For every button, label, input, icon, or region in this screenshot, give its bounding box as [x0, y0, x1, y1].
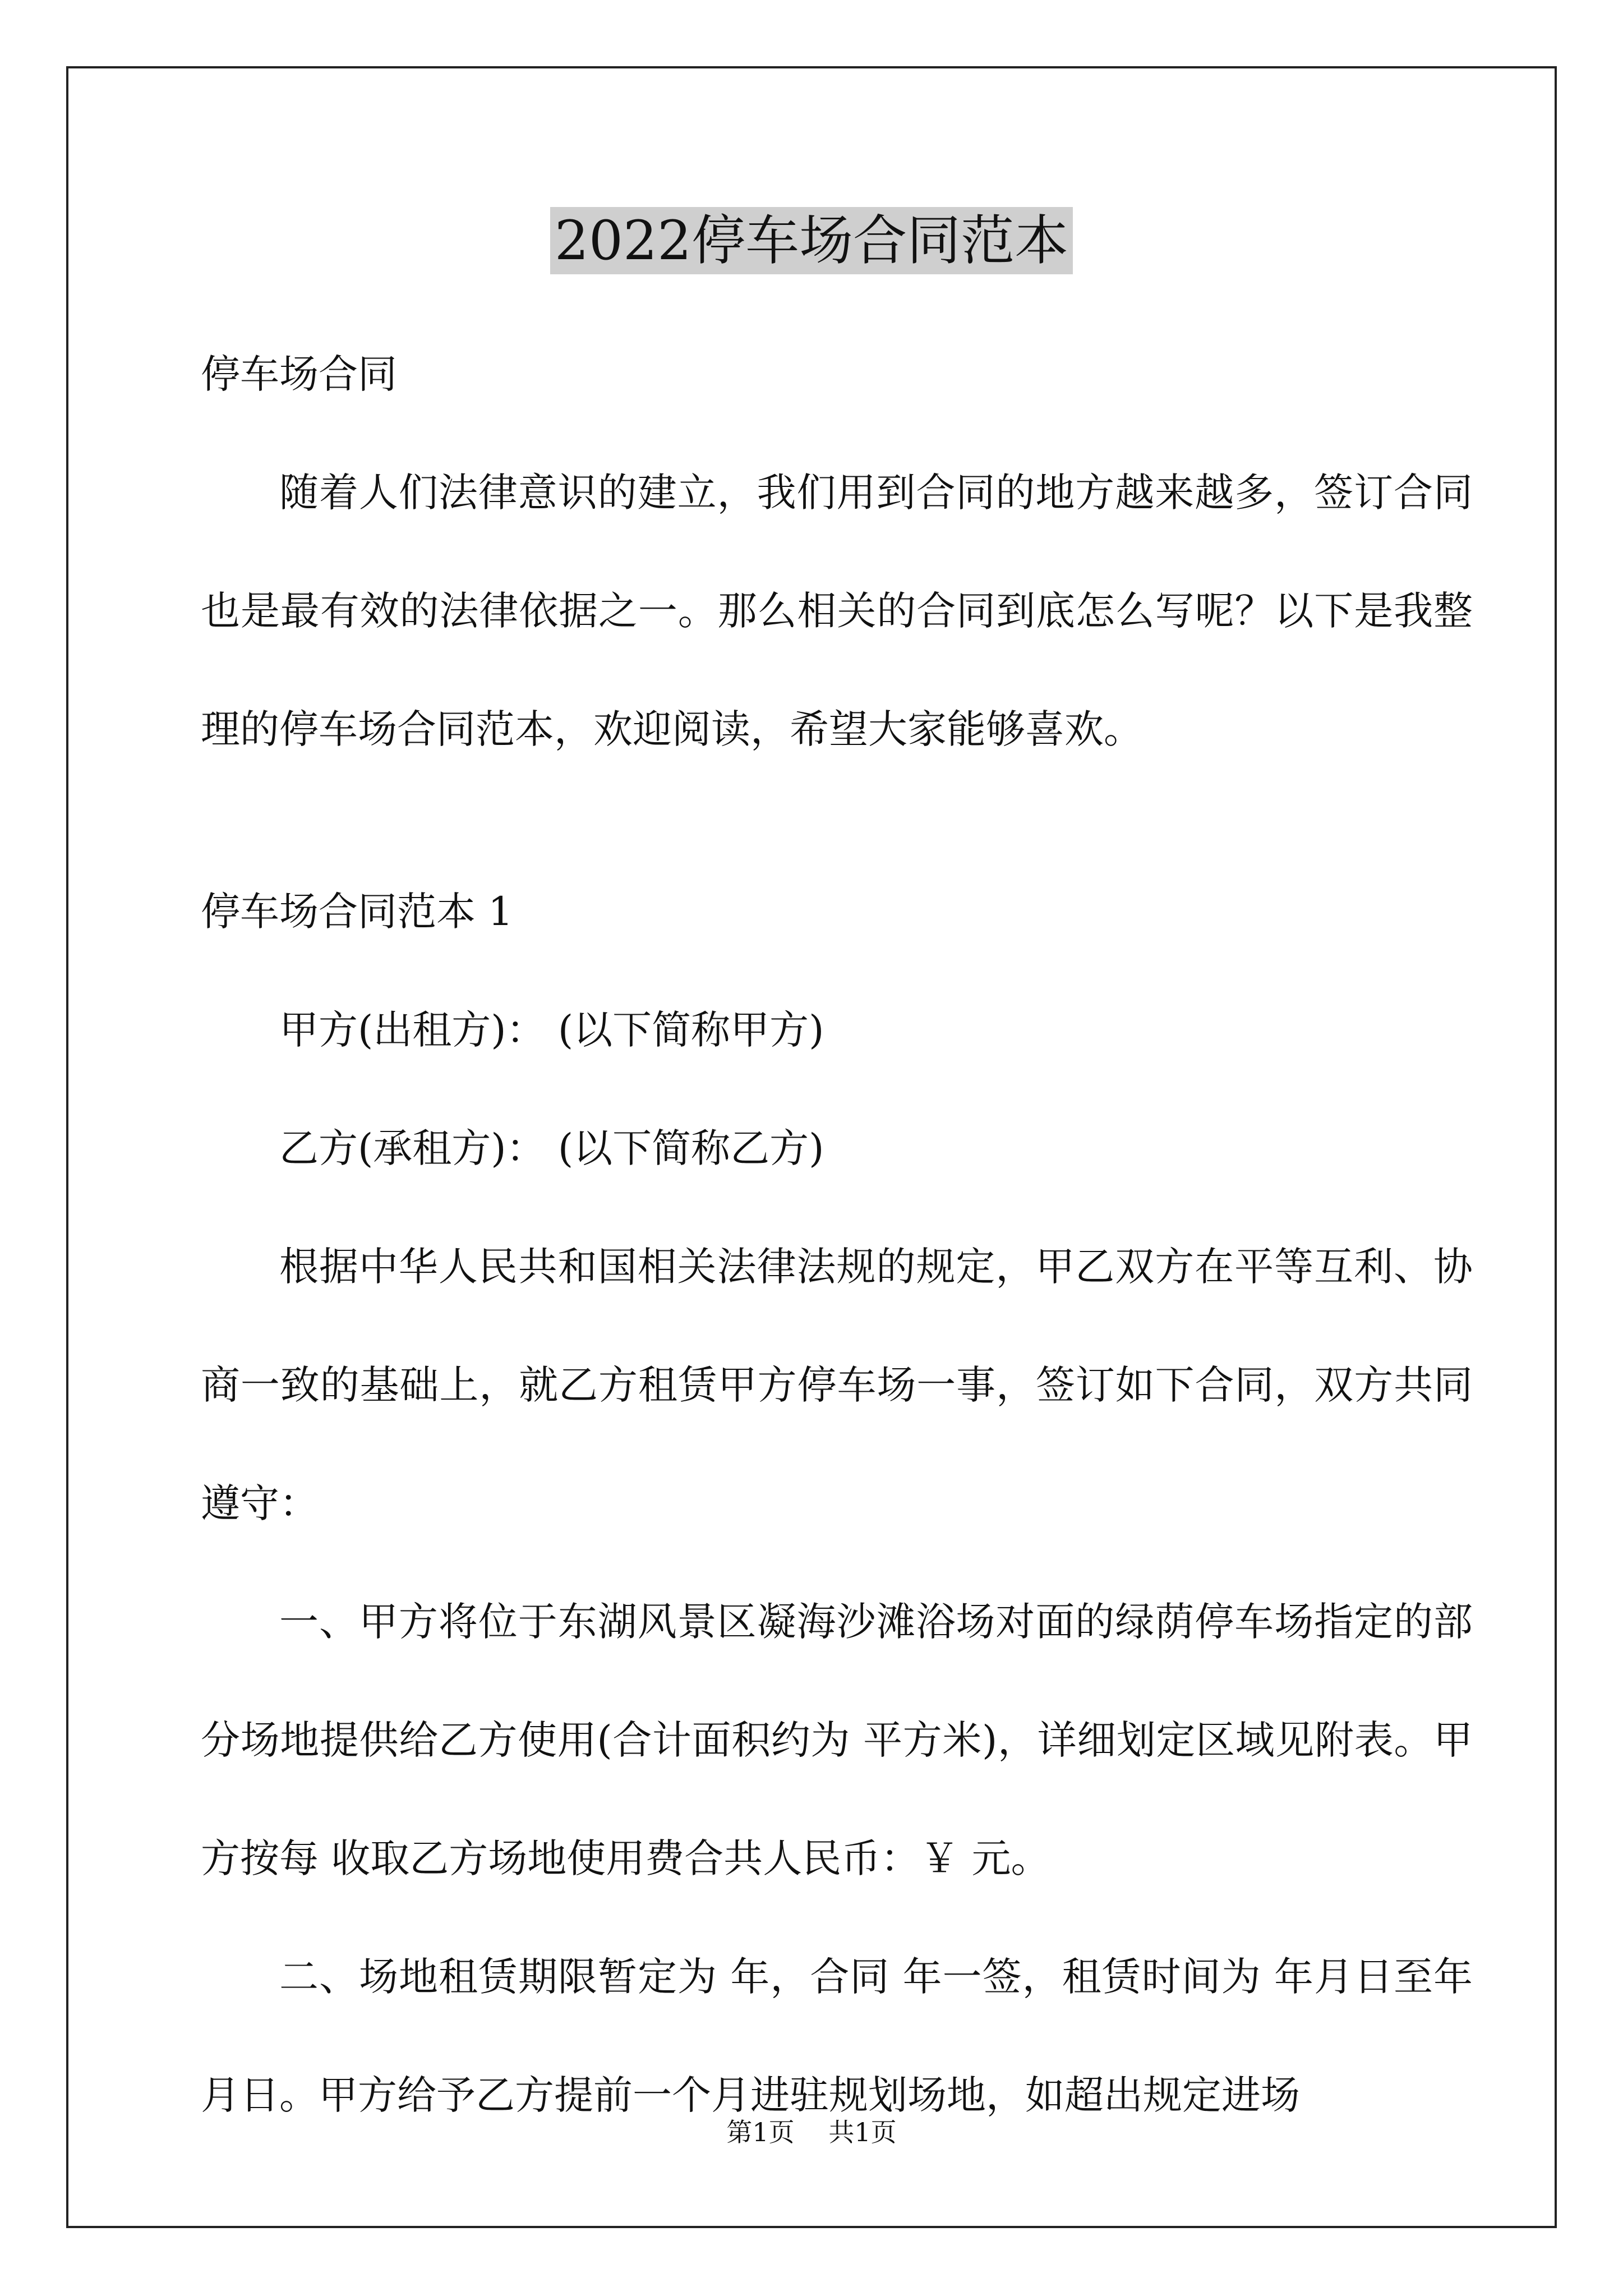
party-b-line: 乙方(承租方)： (以下简称乙方)	[279, 1125, 824, 1171]
section-heading: 停车场合同范本 1	[201, 889, 513, 935]
intro-paragraph: 随着人们法律意识的建立，我们用到合同的地方越来越多，签订合同也是最有效的法律依据之一。那么相关的合同到底怎么写呢？以下是我整理的停车场合同范本，欢迎阅读，希望大家能够喜欢。	[201, 470, 1473, 752]
page-footer	[0, 2112, 1623, 2149]
page-number-current: 第1页	[726, 2117, 795, 2147]
preamble-paragraph: 根据中华人民共和国相关法律法规的规定，甲乙双方在平等互利、协商一致的基础上，就乙方租赁甲方停车场一事，签订如下合同，双方共同遵守：	[201, 1244, 1473, 1526]
clause-1-paragraph: 一、甲方将位于东湖风景区凝海沙滩浴场对面的绿荫停车场指定的部分场地提供给乙方使用(合计面积约为 平方米)，详细划定区域见附表。甲方按每 收取乙方场地使用费合共人民币：￥ 元。	[201, 1599, 1473, 1881]
intro-heading: 停车场合同	[201, 351, 397, 397]
clause-2-paragraph: 二、场地租赁期限暂定为 年，合同 年一签，租赁时间为 年月日至年月日。甲方给予乙方提前一个月进驻规划场地，如超出规定进场	[201, 1954, 1473, 2118]
document-title: 2022停车场合同范本	[0, 209, 1623, 273]
page-number-total: 共1页	[828, 2117, 897, 2147]
party-a-line: 甲方(出租方)： (以下简称甲方)	[279, 1007, 824, 1053]
